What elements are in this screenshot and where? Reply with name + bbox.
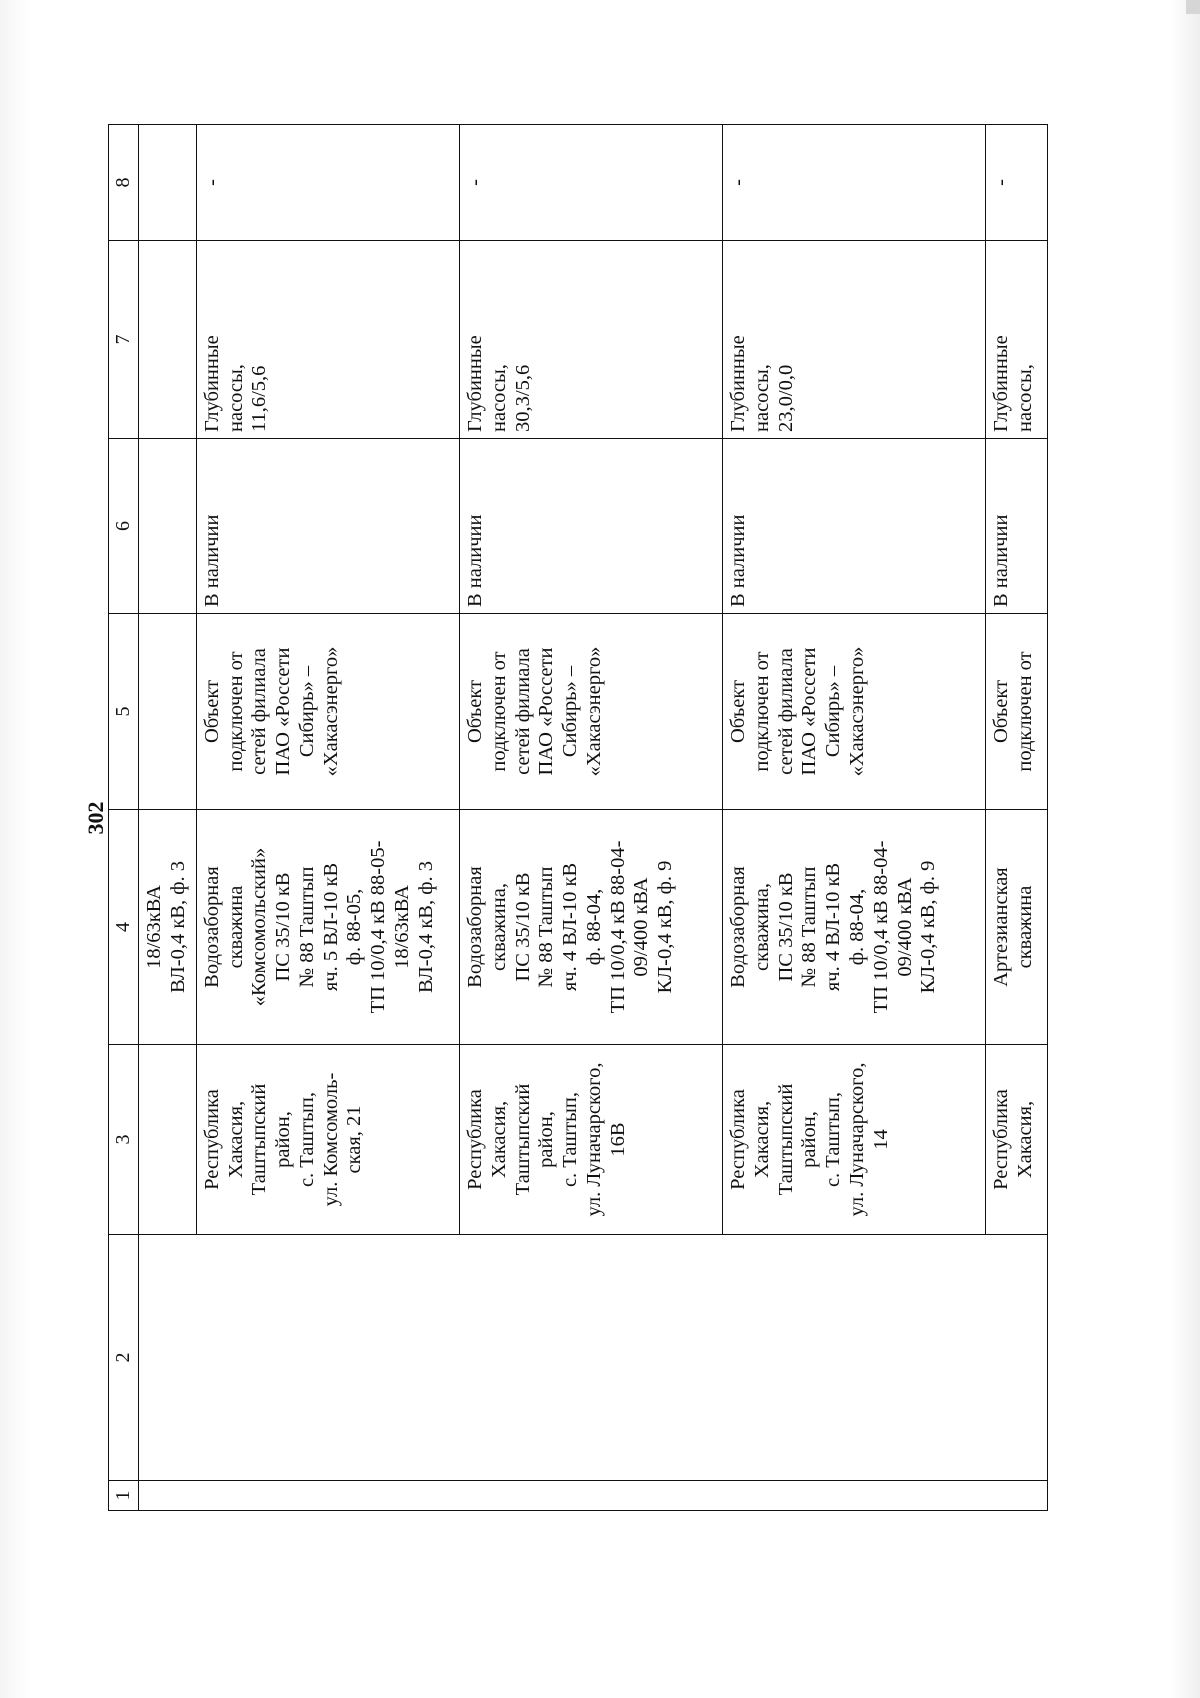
cell-line: с. Таштып, [559,1091,582,1188]
table-row [138,125,196,1511]
cell-col3 [196,1045,459,1235]
cell-col5 [723,614,986,810]
cell-line: ул. Комсомоль- [319,1072,342,1207]
col-header: 5 [109,614,139,810]
cell-line: 14 [869,1129,892,1150]
cell-line: Хакасия, [487,1100,510,1179]
cell-line: КЛ-0,4 кВ, ф. 9 [917,860,940,994]
cell-col8 [460,125,723,241]
cell-col4 [723,810,986,1045]
cell-col6 [460,439,723,614]
cell-line: ПАО «Россети [272,647,295,776]
cell-line: Сибирь» – [822,665,845,758]
cell-line: подключен от [224,651,247,772]
cell-line: ПС 35/10 кВ [774,872,797,982]
col-header: 6 [109,439,139,614]
cell-line: ф. 88-04, [582,888,605,966]
cell-line: Глубинные [200,335,223,432]
cell-line: ПАО «Россети [535,647,558,776]
cell-line: В наличии [727,514,750,607]
cell-line: ская, 21 [343,1105,366,1174]
cell-line: насосы, [1014,364,1037,432]
cell-col4 [460,810,723,1045]
cell-line: «Хакасэнерго» [319,646,342,777]
cell-line: ф. 88-05, [343,888,366,966]
cell-line: ул. Луначарского, [582,1062,605,1217]
cell-col3 [138,1045,196,1235]
cell-line: - [990,179,1013,186]
cell-line: ТП 10/0,4 кВ 88-04- [869,840,892,1014]
cell-line: Водозаборная [464,866,487,988]
cell-line: сетей филиала [511,648,534,775]
cell-line: насосы, [224,364,247,432]
cell-line: ф. 88-04, [845,888,868,966]
cell-col6 [196,439,459,614]
cell-line: Таштыпский [511,1083,534,1196]
cell-line: скважина, [750,883,773,971]
cell-line: яч. 5 ВЛ-10 кВ [319,862,342,992]
cell-line: Республика [990,1089,1013,1190]
cell-col7 [723,241,986,439]
cell-col3 [723,1045,986,1235]
rotated-table-frame [83,125,1048,1511]
cell-line: ТП 10/0,4 кВ 88-04- [606,840,629,1014]
cell-col8 [138,125,196,241]
cell-line: Сибирь» – [295,665,318,758]
cell-col4 [138,810,196,1045]
cell-line: подключен от [750,651,773,772]
cell-col2 [138,1235,1047,1481]
cell-line: 16В [606,1122,629,1157]
cell-line: район, [798,1111,821,1168]
cell-line: Объект [990,679,1013,744]
cell-line: Глубинные [464,335,487,432]
cell-line: Республика [464,1089,487,1190]
cell-col7 [460,241,723,439]
cell-line: Хакасия, [1014,1100,1037,1179]
cell-col8 [196,125,459,241]
cell-line: скважина, [487,883,510,971]
cell-line: Хакасия, [750,1100,773,1179]
cell-col7 [138,241,196,439]
cell-line: «Хакасэнерго» [582,646,605,777]
col-header: 8 [109,125,139,241]
col-header: 7 [109,241,139,439]
cell-line: В наличии [200,514,223,607]
cell-line: В наличии [990,514,1013,607]
cell-line: № 88 Таштып [535,866,558,988]
cell-col7 [196,241,459,439]
cell-line: ТП 10/0,4 кВ 88-05- [367,840,390,1014]
cell-col6 [138,439,196,614]
cell-line: подключен от [1014,651,1037,772]
cell-line: подключен от [487,651,510,772]
col-header: 4 [109,810,139,1045]
header-row [109,125,139,1511]
cell-line: район, [272,1111,295,1168]
data-table [108,124,1048,1511]
page-number: 302 [83,801,108,835]
cell-col6 [986,439,1048,614]
cell-line: насосы, [487,364,510,432]
cell-line: с. Таштып, [822,1091,845,1188]
cell-line: ПАО «Россети [798,647,821,776]
cell-line: ВЛ-0,4 кВ, ф. 3 [166,860,189,994]
cell-col8 [723,125,986,241]
cell-line: ВЛ-0,4 кВ, ф. 3 [414,860,437,994]
cell-line: - [727,179,750,186]
cell-line: яч. 4 ВЛ-10 кВ [559,862,582,992]
cell-line: 09/400 кВА [893,877,916,977]
cell-line: КЛ-0,4 кВ, ф. 9 [654,860,677,994]
cell-line: сетей филиала [248,648,271,775]
cell-line: Объект [464,679,487,744]
cell-line: Республика [727,1089,750,1190]
cell-line: - [464,179,487,186]
cell-line: 30,3/5,6 [511,364,534,432]
cell-line: Глубинные [727,335,750,432]
col-header: 2 [109,1235,139,1481]
cell-col5 [460,614,723,810]
cell-line: скважина [1014,885,1037,969]
cell-line: № 88 Таштып [798,866,821,988]
cell-line: 11,6/5,6 [248,365,271,432]
cell-line: В наличии [464,514,487,607]
col-header: 1 [109,1481,139,1511]
cell-col5 [196,614,459,810]
cell-col4 [196,810,459,1045]
cell-line: - [200,179,223,186]
cell-line: насосы, [750,364,773,432]
scan-corner-mark [1186,0,1200,14]
cell-col5 [138,614,196,810]
cell-line: яч. 4 ВЛ-10 кВ [822,862,845,992]
cell-line: скважина [224,885,247,969]
cell-col8 [986,125,1048,241]
cell-line: ПС 35/10 кВ [511,872,534,982]
cell-line: Объект [727,679,750,744]
cell-line: ПС 35/10 кВ [272,872,295,982]
cell-col3 [986,1045,1048,1235]
cell-line: Сибирь» – [559,665,582,758]
cell-line: ул. Луначарского, [845,1062,868,1217]
cell-line: «Хакасэнерго» [845,646,868,777]
cell-col4 [986,810,1048,1045]
cell-line: Таштыпский [774,1083,797,1196]
cell-col3 [460,1045,723,1235]
cell-line: «Комсомольский» [248,847,271,1007]
cell-line: 18/63кВА [142,885,165,969]
cell-line: 18/63кВА [391,885,414,969]
cell-line: Водозаборная [727,866,750,988]
cell-line: 23,0/0,0 [774,364,797,432]
cell-line: Таштыпский [248,1083,271,1196]
cell-line: № 88 Таштып [295,866,318,988]
cell-col1 [138,1481,1047,1511]
col-header: 3 [109,1045,139,1235]
cell-line: район, [535,1111,558,1168]
cell-line: сетей филиала [774,648,797,775]
cell-line: Глубинные [990,335,1013,432]
cell-line: 09/400 кВА [630,877,653,977]
cell-col7 [986,241,1048,439]
cell-col6 [723,439,986,614]
cell-line: Объект [200,679,223,744]
cell-line: Водозаборная [200,866,223,988]
cell-line: Артезианская [990,867,1013,987]
cell-line: с. Таштып, [295,1091,318,1188]
cell-line: Хакасия, [224,1100,247,1179]
cell-line: Республика [200,1089,223,1190]
cell-col5 [986,614,1048,810]
